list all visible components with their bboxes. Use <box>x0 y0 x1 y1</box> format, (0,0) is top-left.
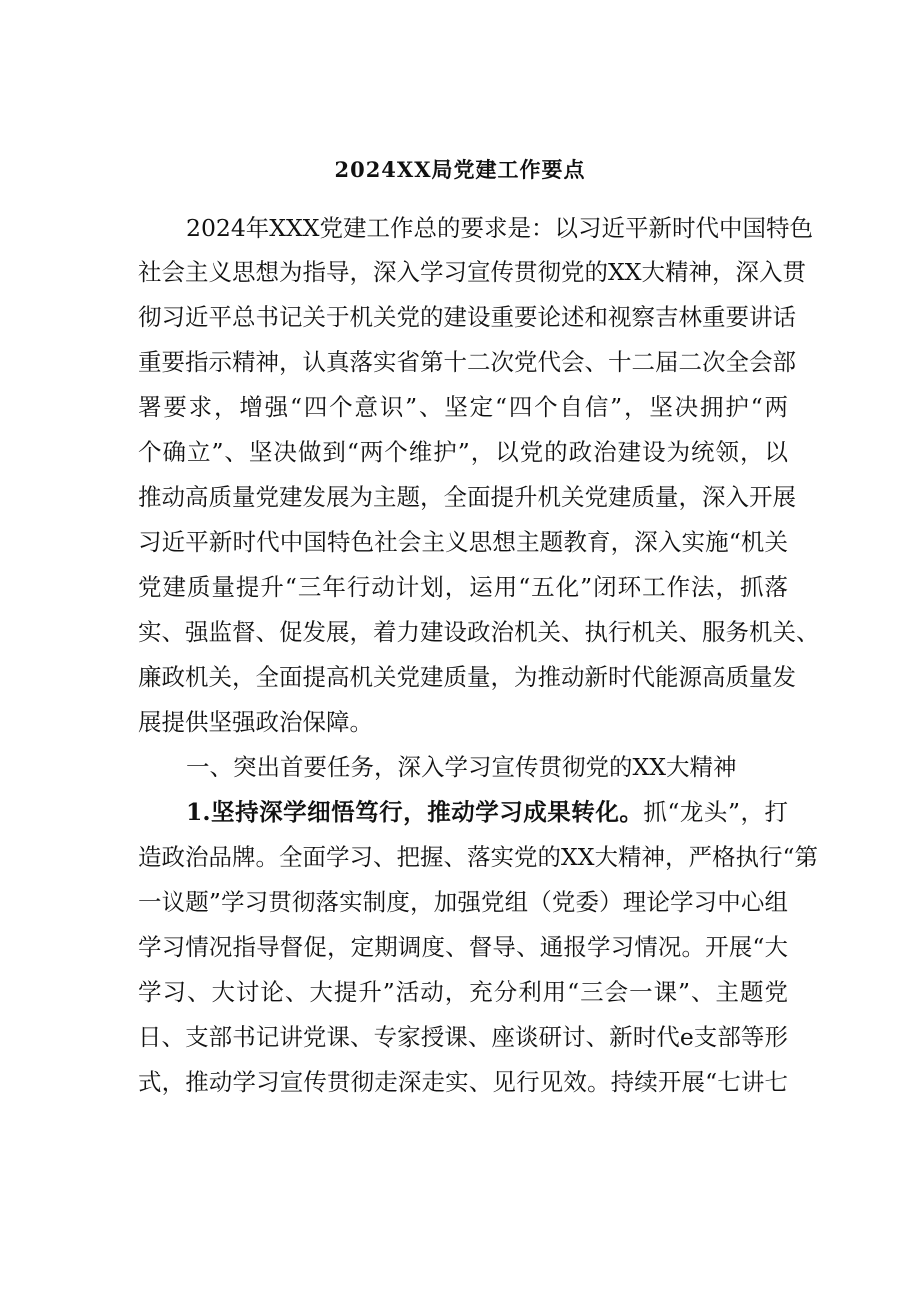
document-title: 2024XX局党建工作要点 <box>334 157 586 182</box>
section-heading: 一、突出首要任务，深入学习宣传贯彻党的XX大精神 <box>186 753 737 781</box>
item-1-first-text: 抓“龙头”，打 <box>643 798 788 826</box>
intro-line: 社会主义思想为指导，深入学习宣传贯彻党的XX大精神，深入贯 <box>138 258 806 286</box>
item-1-line: 学习、大讨论、大提升”活动，充分利用“三会一课”、主题党 <box>138 978 788 1006</box>
intro-line: 彻习近平总书记关于机关党的建设重要论述和视察吉林重要讲话 <box>138 303 796 331</box>
intro-line: 展提供坚强政治保障。 <box>138 708 373 736</box>
item-1-first-line <box>186 792 788 832</box>
item-1-title: 1.坚持深学细悟笃行，推动学习成果转化。 <box>186 798 644 826</box>
item-1-line: 式，推动学习宣传贯彻走深走实、见行见效。持续开展“七讲七 <box>138 1068 788 1096</box>
item-1-line: 学习情况指导督促，定期调度、督导、通报学习情况。开展“大 <box>138 933 788 961</box>
intro-line: 党建质量提升“三年行动计划，运用“五化”闭环工作法，抓落 <box>138 573 788 601</box>
intro-line: 重要指示精神，认真落实省第十二次党代会、十二届二次全会部 <box>138 348 796 376</box>
intro-line: 廉政机关，全面提高机关党建质量，为推动新时代能源高质量发 <box>138 663 796 691</box>
intro-line: 个确立”、坚决做到“两个维护”，以党的政治建设为统领，以 <box>138 438 788 466</box>
item-1-line: 一议题”学习贯彻落实制度，加强党组（党委）理论学习中心组 <box>138 888 788 916</box>
intro-line: 2024年XXX党建工作总的要求是：以习近平新时代中国特色 <box>186 214 813 242</box>
intro-line: 署要求，增强“四个意识”、坚定“四个自信”，坚决拥护“两 <box>138 393 788 421</box>
intro-line: 推动高质量党建发展为主题，全面提升机关党建质量，深入开展 <box>138 483 796 511</box>
item-1-line: 日、支部书记讲党课、专家授课、座谈研讨、新时代e支部等形 <box>138 1023 788 1051</box>
intro-line: 实、强监督、促发展，着力建设政治机关、执行机关、服务机关、 <box>138 618 820 646</box>
intro-line: 习近平新时代中国特色社会主义思想主题教育，深入实施“机关 <box>138 528 788 556</box>
item-1-line: 造政治品牌。全面学习、把握、落实党的XX大精神，严格执行“第 <box>138 843 818 871</box>
